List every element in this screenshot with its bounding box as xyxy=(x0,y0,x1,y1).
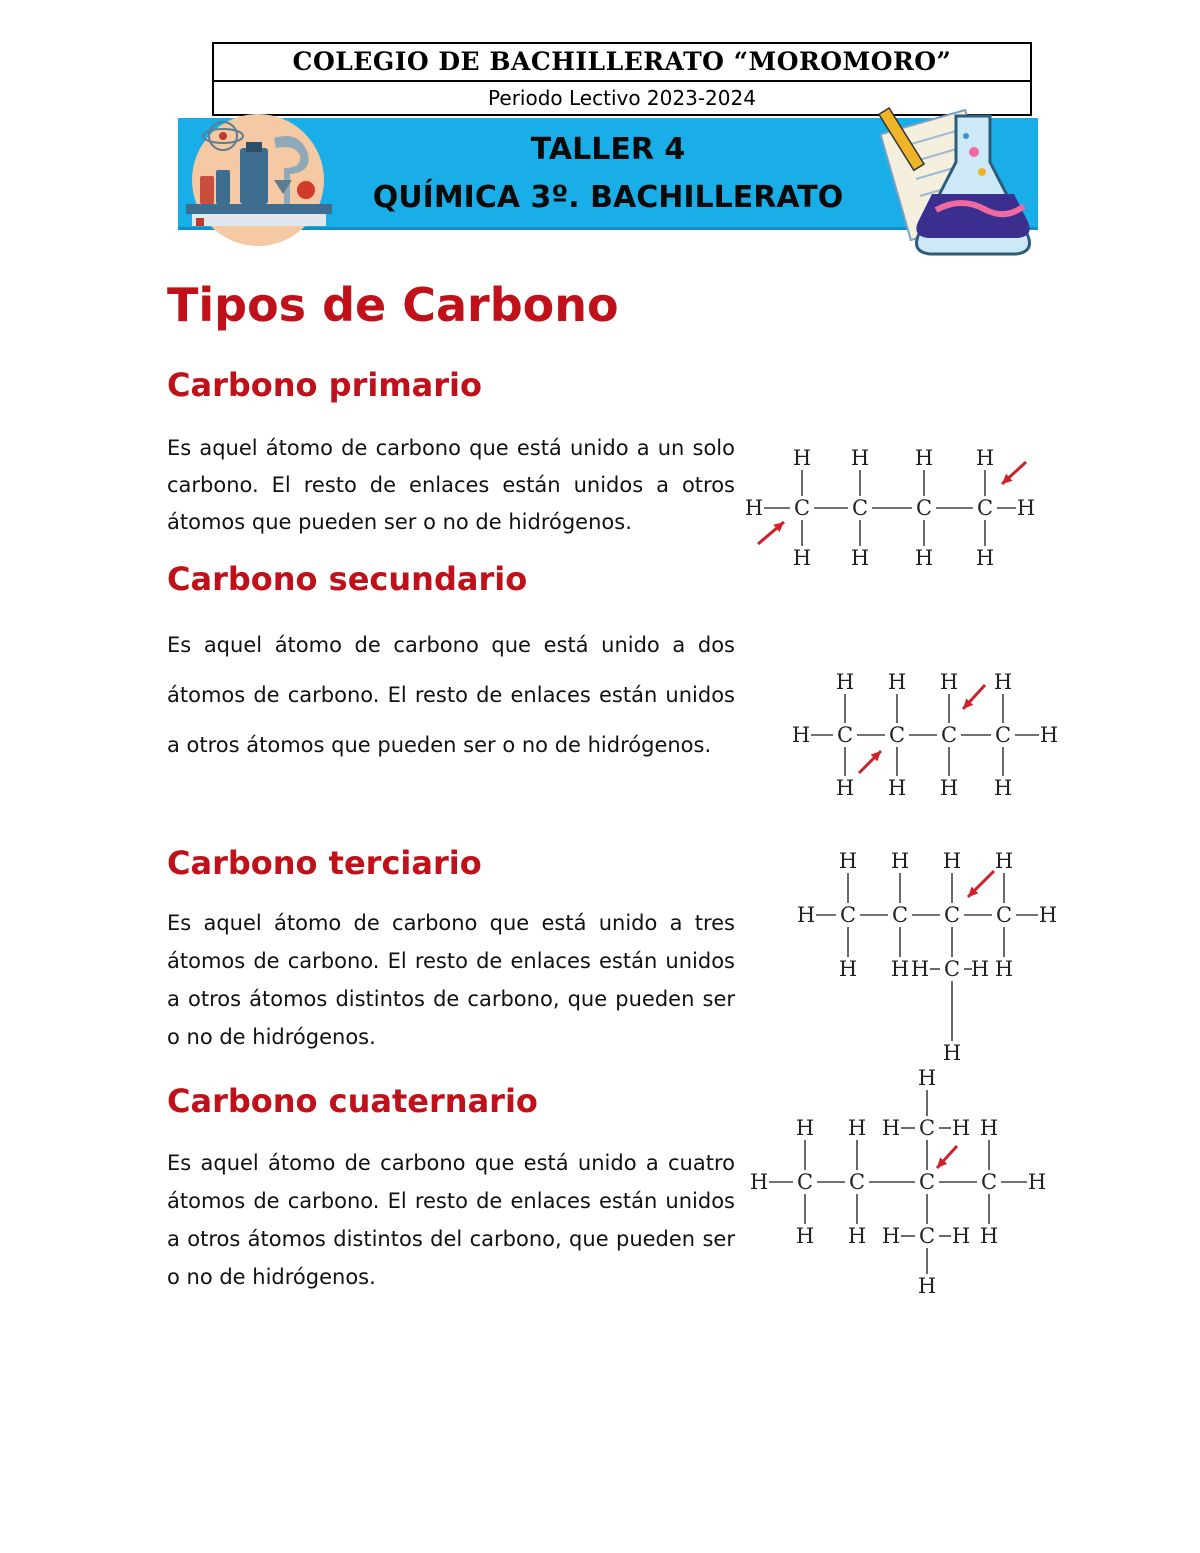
hydrogen-atom: H xyxy=(914,546,934,570)
carbon-atom: C xyxy=(994,723,1012,747)
hydrogen-atom: H xyxy=(910,957,930,981)
structure-secundario xyxy=(785,665,1075,810)
page-title: Tipos de Carbono xyxy=(167,278,619,332)
hydrogen-atom: H xyxy=(795,1224,815,1248)
banner-title: TALLER 4 xyxy=(530,132,686,167)
hydrogen-atom: H xyxy=(917,1274,937,1298)
hydrogen-atom: H xyxy=(881,1224,901,1248)
carbon-atom: C xyxy=(836,723,854,747)
hydrogen-atom: H xyxy=(1039,723,1059,747)
carbon-atom: C xyxy=(943,957,961,981)
hydrogen-atom: H xyxy=(994,957,1014,981)
hydrogen-atom: H xyxy=(890,957,910,981)
hydrogen-atom: H xyxy=(838,957,858,981)
text-primario: Es aquel átomo de carbono que está unido a un solo carbono. El resto de enlaces están unidos a otros átomos que pueden ser o no de hidrógenos. xyxy=(167,436,735,534)
hydrogen-atom: H xyxy=(835,670,855,694)
carbon-atom: C xyxy=(976,496,994,520)
carbon-atom: C xyxy=(851,496,869,520)
heading-primario: Carbono primario xyxy=(167,366,482,404)
hydrogen-atom: H xyxy=(792,546,812,570)
hydrogen-atom: H xyxy=(850,446,870,470)
carbon-atom: C xyxy=(891,903,909,927)
carbon-atom: C xyxy=(793,496,811,520)
structure-terciario xyxy=(790,845,1070,1065)
hydrogen-atom: H xyxy=(749,1170,769,1194)
hydrogen-atom: H xyxy=(838,849,858,873)
heading-cuaternario: Carbono cuaternario xyxy=(167,1082,538,1120)
carbon-atom: C xyxy=(943,903,961,927)
hydrogen-atom: H xyxy=(791,723,811,747)
hydrogen-atom: H xyxy=(887,670,907,694)
structure-cuaternario xyxy=(745,1052,1065,1314)
hydrogen-atom: H xyxy=(744,496,764,520)
banner-subtitle: QUÍMICA 3º. BACHILLERATO xyxy=(372,180,844,215)
lab-equipment-icon xyxy=(178,100,338,250)
hydrogen-atom: H xyxy=(942,1041,962,1065)
hydrogen-atom: H xyxy=(979,1116,999,1140)
hydrogen-atom: H xyxy=(850,546,870,570)
hydrogen-atom: H xyxy=(890,849,910,873)
hydrogen-atom: H xyxy=(951,1116,971,1140)
carbon-atom: C xyxy=(839,903,857,927)
carbon-atom: C xyxy=(980,1170,998,1194)
hydrogen-atom: H xyxy=(835,776,855,800)
structure-primario xyxy=(740,440,1060,580)
school-name: COLEGIO DE BACHILLERATO “MOROMORO” xyxy=(214,44,1030,82)
text-cuaternario: Es aquel átomo de carbono que está unido a cuatro átomos de carbono. El resto de enlaces están unidos a otros átomos distintos del carbono, que pueden ser o no de hidrógenos. xyxy=(167,1151,735,1289)
hydrogen-atom: H xyxy=(1038,903,1058,927)
hydrogen-atom: H xyxy=(942,849,962,873)
hydrogen-atom: H xyxy=(975,546,995,570)
hydrogen-atom: H xyxy=(1016,496,1036,520)
hydrogen-atom: H xyxy=(796,903,816,927)
hydrogen-atom: H xyxy=(993,670,1013,694)
flask-notebook-icon xyxy=(878,100,1048,270)
hydrogen-atom: H xyxy=(994,849,1014,873)
hydrogen-atom: H xyxy=(917,1066,937,1090)
carbon-atom: C xyxy=(940,723,958,747)
hydrogen-atom: H xyxy=(939,776,959,800)
heading-secundario: Carbono secundario xyxy=(167,560,528,598)
hydrogen-atom: H xyxy=(979,1224,999,1248)
hydrogen-atom: H xyxy=(975,446,995,470)
carbon-atom: C xyxy=(918,1170,936,1194)
hydrogen-atom: H xyxy=(1027,1170,1047,1194)
hydrogen-atom: H xyxy=(795,1116,815,1140)
hydrogen-atom: H xyxy=(847,1116,867,1140)
carbon-atom: C xyxy=(848,1170,866,1194)
hydrogen-atom: H xyxy=(951,1224,971,1248)
carbon-atom: C xyxy=(796,1170,814,1194)
hydrogen-atom: H xyxy=(881,1116,901,1140)
school-period: Periodo Lectivo 2023-2024 xyxy=(488,86,756,110)
text-terciario: Es aquel átomo de carbono que está unido a tres átomos de carbono. El resto de enlaces están unidos a otros átomos distintos de carbono, que pueden ser o no de hidrógenos. xyxy=(167,911,735,1049)
hydrogen-atom: H xyxy=(993,776,1013,800)
carbon-atom: C xyxy=(918,1116,936,1140)
hydrogen-atom: H xyxy=(939,670,959,694)
carbon-atom: C xyxy=(888,723,906,747)
hydrogen-atom: H xyxy=(792,446,812,470)
hydrogen-atom: H xyxy=(887,776,907,800)
carbon-atom: C xyxy=(915,496,933,520)
hydrogen-atom: H xyxy=(914,446,934,470)
hydrogen-atom: H xyxy=(847,1224,867,1248)
heading-terciario: Carbono terciario xyxy=(167,844,482,882)
carbon-atom: C xyxy=(918,1224,936,1248)
hydrogen-atom: H xyxy=(970,957,990,981)
carbon-atom: C xyxy=(995,903,1013,927)
text-secundario: Es aquel átomo de carbono que está unido a dos átomos de carbono. El resto de enlaces están unidos a otros átomos que pueden ser o no de hidrógenos. xyxy=(167,633,735,757)
